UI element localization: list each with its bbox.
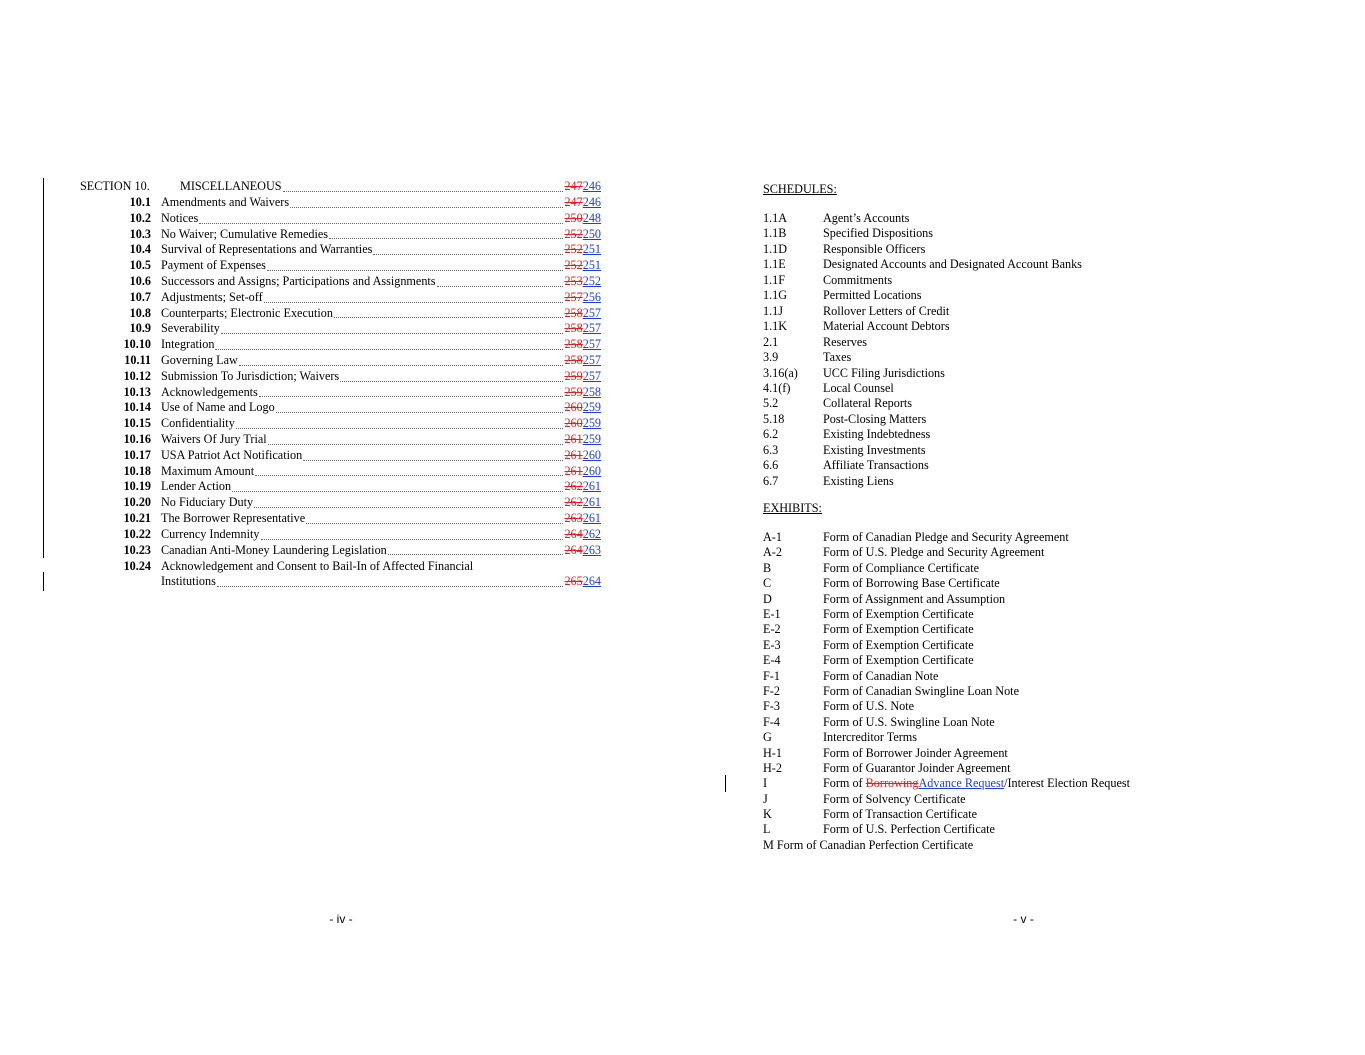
schedule-code: 2.1 — [763, 334, 779, 349]
exhibit-title: Form of Exemption Certificate — [823, 622, 974, 637]
toc-entry-title: Acknowledgements — [161, 384, 258, 399]
exhibit-title: Form of Canadian Note — [823, 668, 939, 683]
schedule-title: Material Account Debtors — [823, 319, 950, 334]
exhibit-code: F-4 — [763, 714, 780, 729]
toc-entry-title: Successors and Assigns; Participations and Assignments — [161, 274, 436, 288]
exhibit-code: H-2 — [763, 761, 782, 775]
toc-entry[interactable] — [80, 321, 601, 337]
dot-leader — [334, 316, 564, 318]
toc-entry-title: Submission To Jurisdiction; Waivers — [161, 368, 340, 383]
inserted-page-number: 262 — [582, 526, 601, 541]
inserted-page-number: 264 — [582, 574, 601, 588]
toc-entry-title: Notices — [161, 210, 199, 225]
dot-leader — [290, 206, 563, 208]
schedule-code: 1.1A — [763, 211, 788, 225]
deleted-page-number: 258 — [564, 305, 583, 320]
exhibit-title: Form of U.S. Perfection Certificate — [823, 822, 995, 837]
inserted-page-number: 257 — [582, 368, 601, 383]
change-bar — [43, 178, 44, 558]
exhibit-item[interactable] — [763, 761, 1323, 777]
toc-entry-number: 10.19 — [123, 479, 151, 494]
toc-entry-number: 10.10 — [123, 337, 151, 352]
change-bar — [43, 572, 44, 591]
deleted-page-number: 259 — [564, 384, 583, 399]
dot-leader — [437, 285, 564, 287]
toc-entry-title: Maximum Amount — [161, 463, 255, 478]
schedule-code: 1.1E — [763, 257, 786, 272]
exhibit-title: Form of Assignment and Assumption — [823, 591, 1006, 606]
exhibit-title: Form of Transaction Certificate — [823, 806, 978, 821]
toc-entry-title: Currency Indemnity — [161, 526, 260, 541]
exhibit-item[interactable] — [763, 807, 1323, 823]
exhibit-item[interactable] — [763, 622, 1323, 638]
dot-leader — [254, 506, 563, 508]
dot-leader — [261, 538, 564, 540]
toc-entry-number: 10.7 — [129, 289, 151, 304]
page-folio: - v - — [1013, 912, 1034, 926]
exhibit-title: Form of Solvency Certificate — [823, 791, 966, 806]
toc-entry-title: No Fiduciary Duty — [161, 495, 254, 510]
schedule-title: Existing Investments — [823, 442, 926, 457]
schedule-code: 3.16(a) — [763, 365, 798, 380]
toc-entry-number: 10.2 — [129, 210, 151, 225]
schedule-title: Collateral Reports — [823, 396, 913, 411]
exhibit-title: Form of U.S. Swingline Loan Note — [823, 714, 995, 729]
toc-entry-number: 10.16 — [123, 432, 151, 446]
dot-leader — [388, 553, 564, 555]
toc-entry[interactable] — [80, 448, 601, 464]
exhibit-code: H-1 — [763, 745, 782, 760]
deleted-page-number: 252 — [564, 242, 583, 257]
exhibits-heading: EXHIBITS: — [763, 501, 822, 515]
toc-entry-number: 10.15 — [123, 416, 151, 431]
schedule-item[interactable] — [763, 304, 1323, 320]
schedule-item[interactable] — [763, 366, 1323, 382]
toc-entry[interactable] — [80, 400, 601, 416]
schedule-item[interactable] — [763, 443, 1323, 459]
exhibit-item[interactable] — [763, 530, 1323, 546]
inserted-page-number: 263 — [582, 542, 601, 557]
schedule-code: 1.1K — [763, 319, 788, 334]
exhibit-title: Form of Exemption Certificate — [823, 653, 974, 668]
inserted-page-number: 246 — [582, 195, 601, 209]
inserted-page-number: 261 — [582, 511, 601, 525]
toc-entry[interactable] — [80, 274, 601, 290]
toc-entry-title: Acknowledgement and Consent to Bail-In of Affected Financial — [161, 558, 474, 573]
dot-leader — [267, 269, 564, 271]
schedule-code: 3.9 — [763, 350, 779, 365]
dot-leader — [221, 332, 564, 334]
toc-entry[interactable] — [80, 432, 601, 448]
exhibit-item[interactable] — [763, 561, 1323, 577]
dot-leader — [236, 427, 564, 429]
inserted-page-number: 257 — [582, 305, 601, 320]
schedule-code: 1.1J — [763, 303, 783, 318]
exhibit-item[interactable] — [763, 592, 1323, 608]
dot-leader — [340, 380, 563, 382]
schedule-title: Post-Closing Matters — [823, 411, 927, 426]
toc-page-right — [682, 0, 1365, 1055]
toc-entry-title: Institutions — [161, 574, 216, 588]
toc-entry-continuation[interactable] — [80, 574, 601, 590]
toc-entry[interactable] — [80, 227, 601, 243]
exhibit-title: Form of U.S. Pledge and Security Agreement — [823, 545, 1045, 560]
inserted-page-number: 260 — [582, 463, 601, 478]
deleted-page-number: 265 — [564, 574, 583, 588]
toc-entry-title: Amendments and Waivers — [161, 195, 290, 209]
exhibit-code: L — [763, 822, 771, 837]
dot-leader — [268, 443, 564, 445]
toc-entry[interactable] — [80, 306, 601, 322]
toc-entry-title: Use of Name and Logo — [161, 400, 275, 415]
toc-page-left — [0, 0, 682, 1055]
deleted-page-number: 263 — [564, 511, 583, 525]
exhibit-code: A-2 — [763, 545, 782, 560]
deleted-page-number: 261 — [564, 463, 583, 478]
toc-entry[interactable] — [80, 242, 601, 258]
dot-leader — [232, 490, 563, 492]
deleted-page-number: 264 — [564, 542, 583, 557]
exhibit-code: K — [763, 806, 772, 821]
deleted-page-number: 258 — [564, 321, 583, 336]
exhibit-title: Form of Compliance Certificate — [823, 560, 980, 575]
toc-entry-number: 10.6 — [129, 274, 151, 288]
schedule-code: 6.7 — [763, 473, 779, 488]
inserted-page-number: 258 — [582, 384, 601, 399]
toc-entry-title: Severability — [161, 321, 220, 336]
dot-leader — [303, 459, 563, 461]
schedule-item[interactable] — [763, 273, 1323, 289]
dot-leader — [373, 253, 563, 255]
schedule-code: 5.2 — [763, 396, 779, 411]
dot-leader — [329, 237, 563, 239]
section-label: SECTION 10. — [80, 179, 150, 193]
toc-entry[interactable] — [80, 464, 601, 480]
deleted-page-number: 262 — [564, 495, 583, 510]
schedule-code: 1.1G — [763, 288, 788, 303]
toc-entry[interactable] — [80, 559, 601, 575]
exhibit-item[interactable] — [763, 792, 1323, 808]
deleted-page-number: 252 — [564, 258, 583, 273]
exhibit-item[interactable] — [763, 715, 1323, 731]
inserted-page-number: 257 — [582, 321, 601, 336]
toc-entry[interactable] — [80, 353, 601, 369]
schedule-item[interactable] — [763, 350, 1323, 366]
toc-entry-title: Payment of Expenses — [161, 258, 266, 273]
schedule-code: 1.1F — [763, 272, 786, 287]
schedule-title: Reserves — [823, 334, 867, 349]
exhibit-code: E-3 — [763, 637, 781, 652]
schedule-code: 5.18 — [763, 411, 785, 426]
toc-entry-number: 10.8 — [129, 305, 151, 320]
toc-entry-number: 10.24 — [123, 558, 151, 573]
deleted-page-number: 259 — [564, 368, 583, 383]
exhibit-item[interactable] — [763, 638, 1323, 654]
toc-entry-title: Lender Action — [161, 479, 232, 494]
inserted-page-number: 256 — [582, 289, 601, 304]
exhibit-item[interactable] — [763, 669, 1323, 685]
schedule-item[interactable] — [763, 458, 1323, 474]
toc-entry-number: 10.9 — [129, 321, 151, 336]
inserted-page-number: 251 — [582, 258, 601, 273]
inserted-page-number: 251 — [582, 242, 601, 257]
exhibit-code: I — [763, 776, 768, 790]
tracked-insertion: Advance Request — [918, 776, 1005, 790]
toc-entry-number: 10.23 — [123, 542, 151, 557]
schedule-title: Agent’s Accounts — [823, 211, 910, 225]
toc-entry[interactable] — [80, 211, 601, 227]
inserted-page-number: 259 — [582, 416, 601, 431]
exhibit-title: Form of Canadian Pledge and Security Agreement — [823, 530, 1069, 544]
deleted-page-number: 247 — [564, 179, 583, 193]
exhibit-item[interactable] — [763, 607, 1323, 623]
exhibit-item[interactable] — [763, 746, 1323, 762]
exhibit-item[interactable] — [763, 576, 1323, 592]
toc-entry-title: No Waiver; Cumulative Remedies — [161, 226, 329, 241]
toc-entry[interactable] — [80, 495, 601, 511]
schedules-heading: SCHEDULES: — [763, 182, 837, 196]
section-title: MISCELLANEOUS — [180, 179, 282, 193]
exhibit-item[interactable] — [763, 822, 1323, 838]
schedule-item[interactable] — [763, 226, 1323, 242]
toc-entry-title: The Borrower Representative — [161, 511, 306, 525]
deleted-page-number: 260 — [564, 416, 583, 431]
toc-entry-number: 10.3 — [129, 226, 151, 241]
exhibit-item[interactable] — [763, 545, 1323, 561]
deleted-page-number: 261 — [564, 447, 583, 462]
tracked-deletion: Borrowing — [865, 776, 919, 790]
schedule-title: Permitted Locations — [823, 288, 922, 303]
toc-entry[interactable] — [80, 337, 601, 353]
toc-entry[interactable] — [80, 258, 601, 274]
exhibit-code: E-4 — [763, 653, 781, 668]
toc-entry-title: Adjustments; Set-off — [161, 289, 263, 304]
exhibit-code: F-2 — [763, 684, 780, 698]
inserted-page-number: 261 — [582, 495, 601, 510]
page-folio: - iv - — [329, 912, 353, 926]
toc-entry[interactable] — [80, 290, 601, 306]
schedule-title: UCC Filing Jurisdictions — [823, 365, 945, 380]
exhibit-item[interactable] — [763, 653, 1323, 669]
exhibit-item[interactable] — [763, 684, 1323, 700]
toc-entry-number: 10.5 — [129, 258, 151, 273]
toc-entry-title: Confidentiality — [161, 416, 235, 431]
exhibit-item[interactable] — [763, 730, 1323, 746]
exhibit-title: Form of Canadian Swingline Loan Note — [823, 684, 1019, 698]
toc-entry-title: Governing Law — [161, 353, 238, 367]
exhibit-code: J — [763, 791, 768, 806]
change-bar — [725, 775, 726, 792]
exhibit-item[interactable] — [763, 699, 1323, 715]
schedule-title: Commitments — [823, 272, 893, 287]
dot-leader — [264, 301, 564, 303]
toc-entry-number: 10.4 — [129, 242, 151, 257]
dot-leader — [239, 364, 564, 366]
toc-entry[interactable] — [80, 479, 601, 495]
schedule-item[interactable] — [763, 288, 1323, 304]
deleted-page-number: 257 — [564, 289, 583, 304]
exhibit-code: F-1 — [763, 668, 780, 683]
deleted-page-number: 253 — [564, 274, 583, 288]
schedule-code: 6.6 — [763, 458, 779, 473]
deleted-page-number: 264 — [564, 526, 583, 541]
toc-entry-number: 10.14 — [123, 400, 151, 415]
schedule-title: Taxes — [823, 350, 852, 365]
toc-entry[interactable] — [80, 416, 601, 432]
exhibit-code: E-2 — [763, 622, 781, 637]
schedule-item[interactable] — [763, 211, 1323, 227]
toc-entry[interactable] — [80, 527, 601, 543]
schedule-item[interactable] — [763, 427, 1323, 443]
schedule-item[interactable] — [763, 242, 1323, 258]
schedule-title: Responsible Officers — [823, 241, 926, 256]
toc-entry-title: Counterparts; Electronic Execution — [161, 305, 333, 320]
schedule-item[interactable] — [763, 335, 1323, 351]
schedule-item[interactable] — [763, 319, 1323, 335]
exhibit-title: Form of Guarantor Joinder Agreement — [823, 761, 1011, 775]
toc-entry-number: 10.1 — [129, 195, 151, 209]
toc-entry-title: Canadian Anti-Money Laundering Legislation — [161, 542, 387, 557]
toc-entry-number: 10.12 — [123, 368, 151, 383]
toc-entry[interactable] — [80, 195, 601, 211]
dot-leader — [217, 585, 564, 587]
dot-leader — [276, 411, 564, 413]
toc-entry-number: 10.18 — [123, 463, 151, 478]
inserted-page-number: 252 — [582, 274, 601, 288]
schedule-item[interactable] — [763, 412, 1323, 428]
schedule-title: Local Counsel — [823, 380, 894, 395]
schedule-title: Affiliate Transactions — [823, 458, 929, 473]
dot-leader — [283, 190, 564, 192]
toc-entry-number: 10.20 — [123, 495, 151, 510]
toc-entry[interactable] — [80, 385, 601, 401]
toc-entry-title: USA Patriot Act Notification — [161, 447, 303, 462]
dot-leader — [255, 474, 563, 476]
exhibit-code: E-1 — [763, 607, 781, 621]
inserted-page-number: 259 — [582, 400, 601, 415]
toc-entry-number: 10.17 — [123, 447, 151, 462]
inserted-page-number: 257 — [582, 353, 601, 367]
deleted-page-number: 247 — [564, 195, 583, 209]
exhibit-title: Form of U.S. Note — [823, 699, 915, 714]
inserted-page-number: 261 — [582, 479, 601, 494]
inserted-page-number: 259 — [582, 432, 601, 446]
inserted-page-number: 260 — [582, 447, 601, 462]
inserted-page-number: 257 — [582, 337, 601, 352]
schedule-title: Designated Accounts and Designated Account Banks — [823, 257, 1082, 272]
toc-entry-title: Integration — [161, 337, 215, 352]
inserted-page-number: 246 — [582, 179, 601, 193]
schedule-item[interactable] — [763, 474, 1323, 490]
deleted-page-number: 258 — [564, 353, 583, 367]
schedule-title: Specified Dispositions — [823, 226, 934, 241]
exhibit-title: Form of Borrowing Base Certificate — [823, 576, 1000, 591]
toc-entry[interactable] — [80, 511, 601, 527]
schedule-item[interactable] — [763, 396, 1323, 412]
schedule-title: Rollover Letters of Credit — [823, 303, 950, 318]
toc-entry-number: 10.11 — [124, 353, 151, 367]
schedule-code: 6.2 — [763, 427, 779, 442]
toc-entry-number: 10.22 — [123, 526, 151, 541]
exhibit-code: D — [763, 591, 772, 606]
schedule-code: 1.1B — [763, 226, 787, 241]
dot-leader — [215, 348, 563, 350]
dot-leader — [259, 395, 564, 397]
exhibit-title: Form of Exemption Certificate — [823, 637, 974, 652]
exhibit-code: F-3 — [763, 699, 780, 714]
toc-entry[interactable] — [80, 369, 601, 385]
toc-entry-title: Waivers Of Jury Trial — [161, 432, 267, 446]
exhibit-code: G — [763, 730, 772, 745]
toc-entry[interactable] — [80, 543, 601, 559]
exhibit-code: B — [763, 560, 772, 575]
schedule-item[interactable] — [763, 381, 1323, 397]
deleted-page-number: 250 — [564, 210, 583, 225]
toc-section-heading[interactable] — [80, 179, 601, 195]
toc-entry-title: Survival of Representations and Warranties — [161, 242, 373, 257]
schedule-item[interactable] — [763, 257, 1323, 273]
inserted-page-number: 248 — [582, 210, 601, 225]
exhibit-title: Intercreditor Terms — [823, 730, 918, 745]
schedule-code: 6.3 — [763, 442, 779, 457]
inserted-page-number: 250 — [582, 226, 601, 241]
exhibit-title: Form of Borrower Joinder Agreement — [823, 745, 1008, 760]
dot-leader — [199, 222, 563, 224]
schedule-title: Existing Indebtedness — [823, 427, 931, 442]
deleted-page-number: 258 — [564, 337, 583, 352]
schedule-title: Existing Liens — [823, 473, 894, 488]
schedule-code: 1.1D — [763, 241, 788, 256]
deleted-page-number: 262 — [564, 479, 583, 494]
exhibit-code: A-1 — [763, 530, 782, 544]
exhibit-item[interactable]: M Form of Canadian Perfection Certificate — [763, 838, 974, 852]
dot-leader — [306, 522, 563, 524]
deleted-page-number: 260 — [564, 400, 583, 415]
deleted-page-number: 252 — [564, 226, 583, 241]
schedule-code: 4.1(f) — [763, 380, 791, 395]
toc-entry-number: 10.13 — [123, 384, 151, 399]
exhibit-item[interactable]: I Form of BorrowingAdvance Request/Interest Election Request — [763, 776, 1130, 790]
toc-entry-number: 10.21 — [123, 511, 151, 525]
exhibit-code: C — [763, 576, 772, 591]
deleted-page-number: 261 — [564, 432, 583, 446]
exhibit-title: Form of Exemption Certificate — [823, 607, 974, 621]
